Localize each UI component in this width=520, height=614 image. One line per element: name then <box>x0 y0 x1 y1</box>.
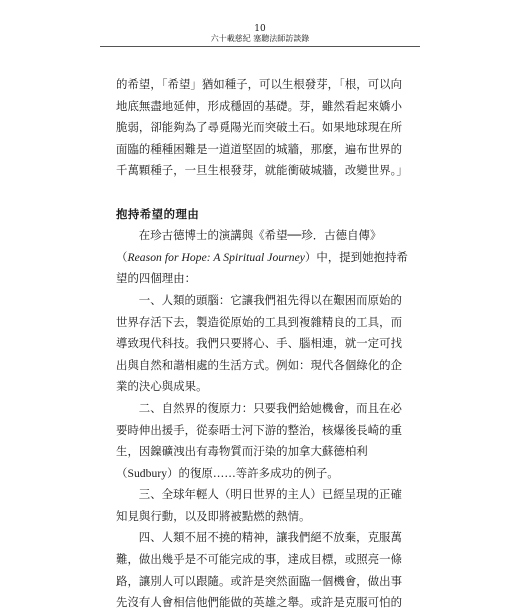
paragraph-continuation: 的希望，「希望」猶如種子，可以生根發芽，「根，可以向地底無盡地延伸，形成穩固的基礎。芽，雖然看起來嬌小脆弱，卻能夠為了尋覓陽光而突破土石。如果地球現在所面臨的種種困難是一道道堅固的城牆，那麼，遍布世界的千萬顆種子，一旦生根發芽，就能衝破城牆，改變世界。」 <box>116 77 408 178</box>
page-header <box>100 24 420 47</box>
section-heading: 抱持希望的理由 <box>116 206 200 221</box>
place-name-english: Sudbury <box>127 466 168 480</box>
reason-two <box>116 398 408 484</box>
page-number: 10 <box>254 24 266 34</box>
paragraph-intro-text-b: ）中，提到她抱持希望的四個理由： <box>116 249 408 286</box>
reason-two-text-b: ）的復原……等許多成功的例子。 <box>167 465 339 480</box>
book-title-english: Reason for Hope: A Spiritual Journey <box>127 250 305 264</box>
reason-two-text-a: 二、自然界的復原力：只要我們給她機會，而且在必要時伸出援手，從泰晤士河下游的整治，核爆後長崎的重生，因鎳礦洩出有毒物質而汙染的加拿大蘇德柏利（ <box>116 400 403 480</box>
body-text <box>116 74 408 614</box>
reason-four: 四、人類不屈不撓的精神，讓我們絕不放棄，克服萬難，做出幾乎是不可能完成的事，達成目標，或照亮一條路，讓別人可以跟隨。或許是突然面臨一個機會，做出事先沒有人會相信他們能做的英雄之舉。或許是克服可怕的 <box>116 530 403 610</box>
paragraph-intro-text-a: 在珍古德博士的演講與《希望──珍．古德自傳》（ <box>116 228 382 264</box>
running-title: 六十載慈紀 塞聽法師訪談錄 <box>100 34 420 47</box>
paragraph-intro <box>116 225 408 290</box>
reason-three: 三、全球年輕人（明日世界的主人）已經呈現的正確知見與行動，以及即將被點燃的熱情。 <box>116 487 402 523</box>
reason-one: 一、人類的頭腦：它讓我們祖先得以在艱困而原始的世界存活下去，製造從原始的工具到複雜精良的工具，而導致現代科技。我們只要將心、手、腦相連，就一定可找出與自然和諧相處的生活方式。例如：現代各個綠化的企業的決心與成果。 <box>116 292 403 394</box>
